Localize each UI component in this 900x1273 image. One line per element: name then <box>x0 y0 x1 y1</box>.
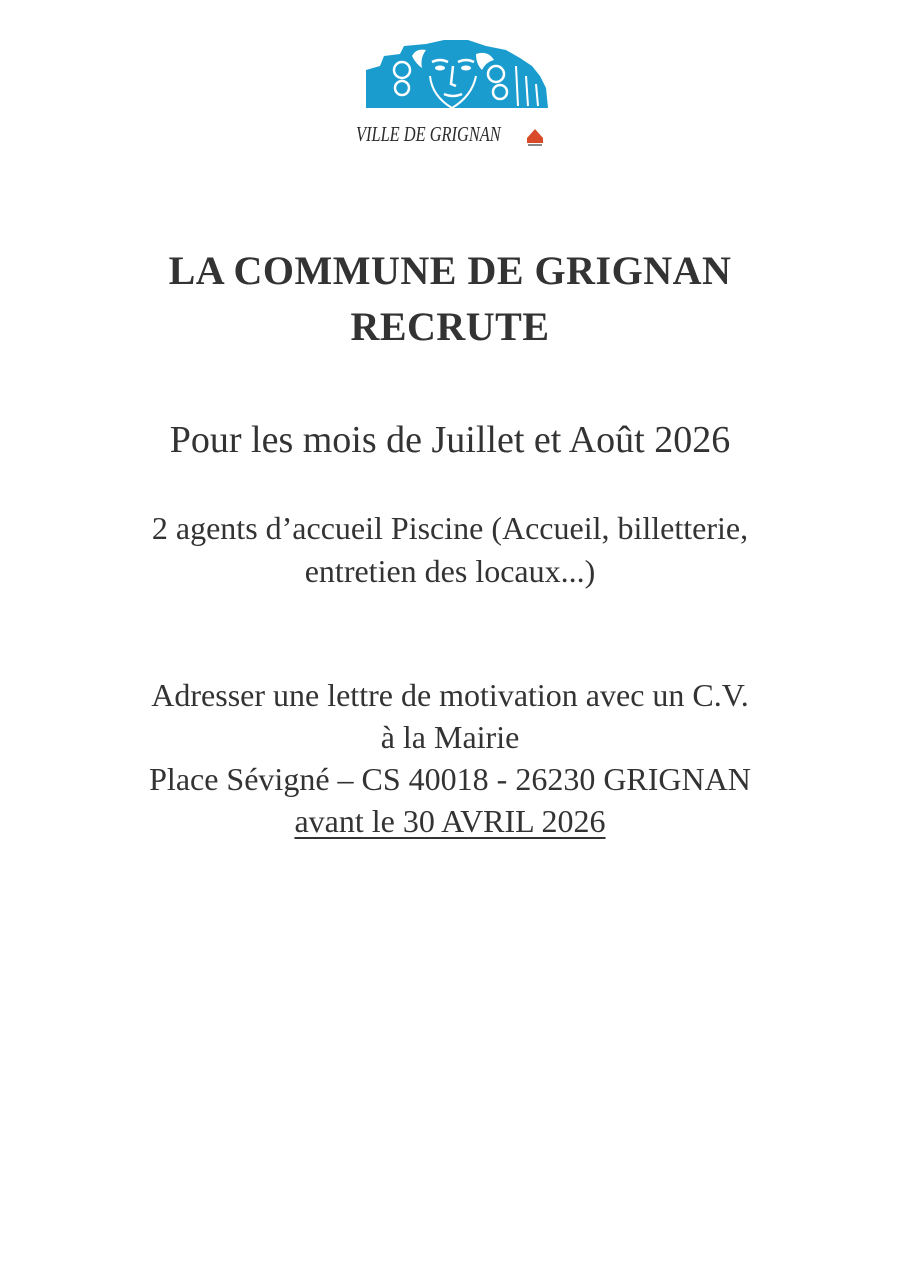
application-address: Place Sévigné – CS 40018 - 26230 GRIGNAN <box>149 761 751 797</box>
heading-line-1: LA COMMUNE DE GRIGNAN <box>168 248 732 293</box>
deadline-text: avant le 30 AVRIL 2026 <box>294 803 606 839</box>
application-deadline <box>0 801 900 841</box>
logo-text: VILLE DE GRIGNAN <box>356 122 501 146</box>
position-line-2: entretien des locaux...) <box>304 553 596 589</box>
logo-faces-emblem <box>356 36 552 114</box>
application-line-2: à la Mairie <box>380 719 520 755</box>
period-text: Pour les mois de Juillet et Août 2026 <box>169 419 731 461</box>
application-line-1: Adresser une lettre de motivation avec un C.V. <box>151 677 749 713</box>
position-line-1: 2 agents d’accueil Piscine (Accueil, billetterie, <box>151 510 749 546</box>
heading-line-2: RECRUTE <box>350 304 550 349</box>
ville-de-grignan-logo <box>352 36 558 154</box>
village-badge-icon <box>524 126 546 148</box>
